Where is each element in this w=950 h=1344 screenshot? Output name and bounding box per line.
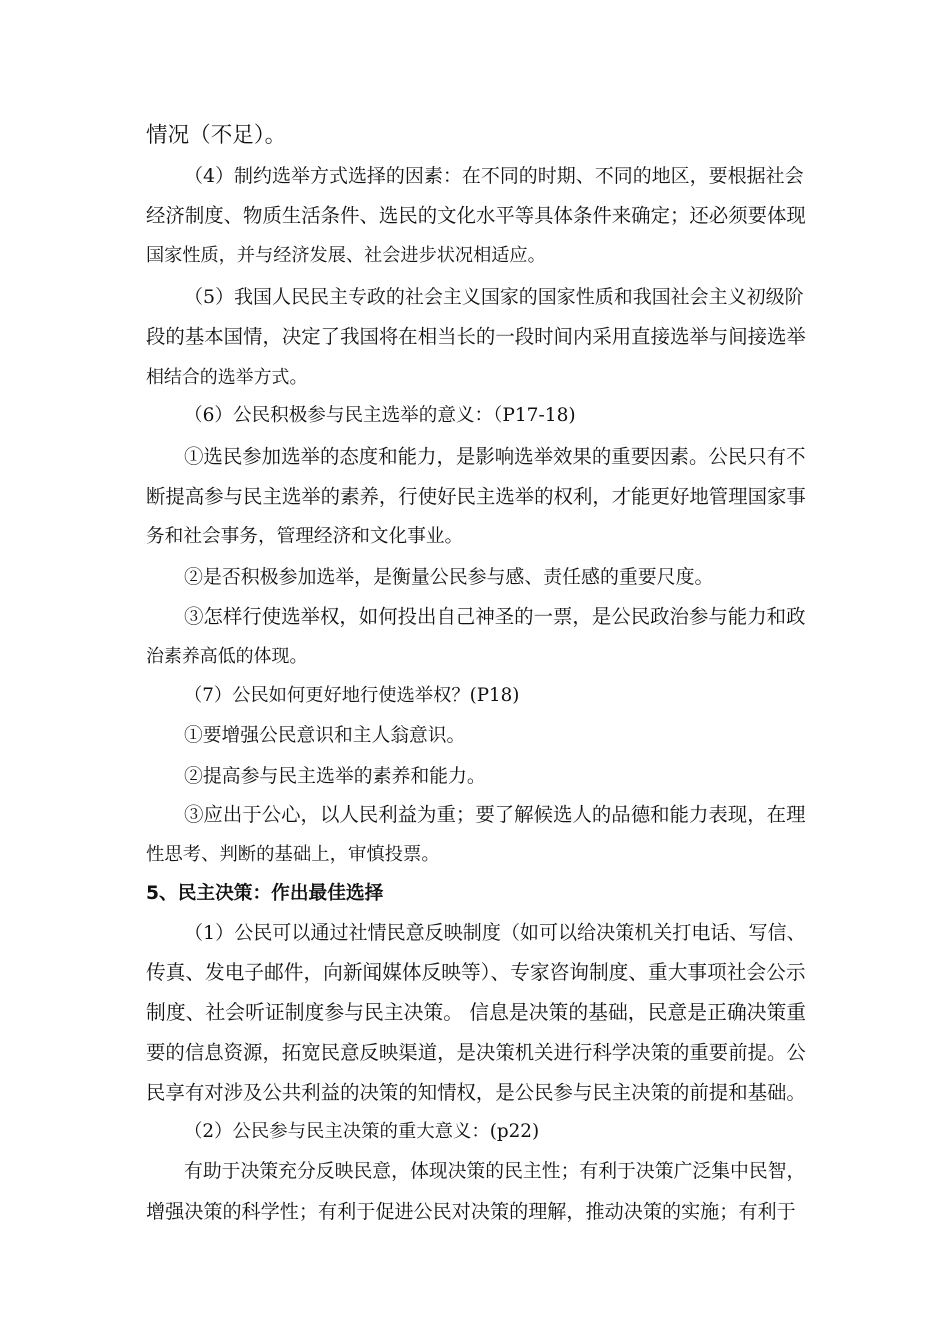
paragraph-line: （6）公民积极参与民主选举的意义：（P17-18) bbox=[184, 405, 576, 426]
paragraph-line: 治素养高低的体现。 bbox=[146, 646, 308, 667]
paragraph-line: 性思考、判断的基础上，审慎投票。 bbox=[146, 844, 440, 865]
paragraph-line: （7）公民如何更好地行使选举权？(P18) bbox=[184, 685, 520, 706]
paragraph-line: ②是否积极参加选举，是衡量公民参与感、责任感的重要尺度。 bbox=[184, 566, 714, 588]
paragraph-line: 情况（不足）。 bbox=[146, 123, 287, 148]
paragraph-line: 有助于决策充分反映民意，体现决策的民主性；有利于决策广泛集中民智， bbox=[184, 1161, 806, 1182]
paragraph-line: （2）公民参与民主决策的重大意义：(p22) bbox=[184, 1121, 540, 1142]
paragraph-line: 民享有对涉及公共利益的决策的知情权，是公民参与民主决策的前提和基础。 bbox=[146, 1081, 806, 1104]
paragraph-line: 国家性质，并与经济发展、社会进步状况相适应。 bbox=[146, 245, 546, 266]
paragraph-line: 传真、发电子邮件，向新闻媒体反映等）、专家咨询制度、重大事项社会公示 bbox=[146, 961, 806, 984]
paragraph-line: 段的基本国情，决定了我国将在相当长的一段时间内采用直接选举与间接选举 bbox=[146, 325, 806, 348]
paragraph-line: 经济制度、物质生活条件、选民的文化水平等具体条件来确定；还必须要体现 bbox=[146, 204, 806, 227]
paragraph-line: 要的信息资源，拓宽民意反映渠道，是决策机关进行科学决策的重要前提。公 bbox=[146, 1041, 806, 1064]
paragraph-line: 相结合的选举方式。 bbox=[146, 367, 308, 388]
paragraph-line: ③怎样行使选举权，如何投出自己神圣的一票，是公民政治参与能力和政 bbox=[184, 605, 806, 628]
paragraph-line: ①要增强公民意识和主人翁意识。 bbox=[184, 725, 466, 746]
paragraph-line: （5）我国人民民主专政的社会主义国家的国家性质和我国社会主义初级阶 bbox=[184, 286, 804, 308]
paragraph-line: ②提高参与民主选举的素养和能力。 bbox=[184, 765, 486, 787]
paragraph-line: 制度、社会听证制度参与民主决策。 信息是决策的基础，民意是正确决策重 bbox=[146, 1001, 807, 1024]
paragraph-line: 断提高参与民主选举的素养，行使好民主选举的权利，才能更好地管理国家事 bbox=[146, 485, 806, 508]
paragraph-line: 务和社会事务，管理经济和文化事业。 bbox=[146, 526, 464, 547]
paragraph-line: ③应出于公心，以人民利益为重；要了解候选人的品德和能力表现，在理 bbox=[184, 803, 806, 826]
paragraph-line: ①选民参加选举的态度和能力，是影响选举效果的重要因素。公民只有不 bbox=[184, 445, 806, 468]
paragraph-line: （4）制约选举方式选择的因素：在不同的时期、不同的地区，要根据社会 bbox=[184, 165, 804, 187]
paragraph-line: （1）公民可以通过社情民意反映制度（如可以给决策机关打电话、写信、 bbox=[184, 922, 806, 944]
paragraph-line: 增强决策的科学性；有利于促进公民对决策的理解，推动决策的实施；有利于 bbox=[146, 1200, 796, 1223]
section-heading: 5、民主决策：作出最佳选择 bbox=[146, 883, 384, 904]
